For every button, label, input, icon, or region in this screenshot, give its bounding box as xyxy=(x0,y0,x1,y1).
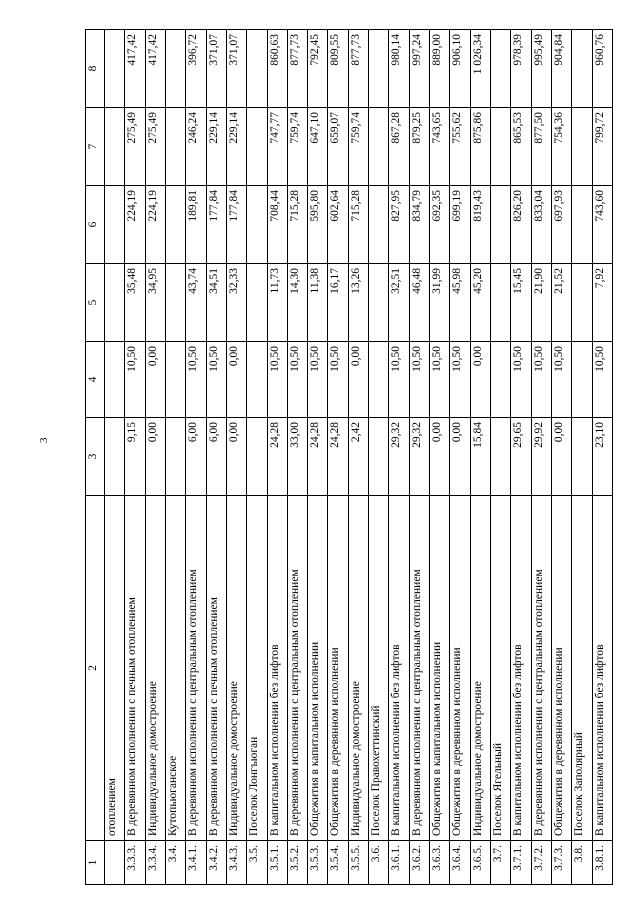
value-col-8 xyxy=(572,30,592,108)
row-code: 3.5.1. xyxy=(267,841,287,885)
value-col-7 xyxy=(490,108,510,186)
row-name: Поселок Лонгъюган xyxy=(247,496,267,841)
value-col-5 xyxy=(247,264,267,342)
table-row xyxy=(165,30,185,885)
value-col-8: 1 026,34 xyxy=(470,30,490,108)
value-col-8 xyxy=(490,30,510,108)
value-col-3: 2,42 xyxy=(348,418,368,496)
value-col-3: 24,28 xyxy=(267,418,287,496)
value-col-3: 0,00 xyxy=(145,418,165,496)
value-col-4: 0,00 xyxy=(470,342,490,418)
table-row xyxy=(308,30,328,885)
value-col-3: 33,00 xyxy=(287,418,307,496)
value-col-3: 29,65 xyxy=(511,418,531,496)
value-col-3: 0,00 xyxy=(226,418,246,496)
row-name: Общежития в капитальном исполнении xyxy=(430,496,450,841)
table-row xyxy=(551,30,571,885)
value-col-5: 32,33 xyxy=(226,264,246,342)
value-col-4: 0,00 xyxy=(226,342,246,418)
column-header-8: 8 xyxy=(86,30,105,108)
row-code: 3.7.3. xyxy=(551,841,571,885)
value-col-3 xyxy=(105,418,125,496)
row-name: Индивидуальное домостроение xyxy=(348,496,368,841)
value-col-7: 229,14 xyxy=(206,108,226,186)
value-col-7 xyxy=(369,108,389,186)
value-col-8 xyxy=(105,30,125,108)
row-name: В деревянном исполнении с печным отоплением xyxy=(206,496,226,841)
row-name: В капитальном исполнении без лифтов xyxy=(592,496,613,841)
value-col-3: 15,84 xyxy=(470,418,490,496)
table-row xyxy=(389,30,409,885)
value-col-5: 32,51 xyxy=(389,264,409,342)
value-col-7: 867,28 xyxy=(389,108,409,186)
value-col-8: 371,07 xyxy=(226,30,246,108)
value-col-5: 16,17 xyxy=(328,264,348,342)
value-col-5: 45,98 xyxy=(450,264,470,342)
value-col-7: 647,10 xyxy=(308,108,328,186)
value-col-8 xyxy=(165,30,185,108)
row-code: 3.8. xyxy=(572,841,592,885)
row-code: 3.3.4. xyxy=(145,841,165,885)
value-col-3: 9,15 xyxy=(125,418,145,496)
value-col-7: 275,49 xyxy=(125,108,145,186)
value-col-5 xyxy=(369,264,389,342)
table-row xyxy=(572,30,592,885)
value-col-8: 960,76 xyxy=(592,30,613,108)
value-col-8: 889,00 xyxy=(430,30,450,108)
value-col-6 xyxy=(572,186,592,264)
value-col-4 xyxy=(572,342,592,418)
row-code: 3.6. xyxy=(369,841,389,885)
value-col-6: 834,79 xyxy=(409,186,429,264)
value-col-5 xyxy=(105,264,125,342)
value-col-7: 877,50 xyxy=(531,108,551,186)
value-col-3: 24,28 xyxy=(308,418,328,496)
column-header-1: 1 xyxy=(86,841,105,885)
row-code: 3.4.3. xyxy=(226,841,246,885)
value-col-7: 879,25 xyxy=(409,108,429,186)
row-name: В деревянном исполнении с центральным отоплением xyxy=(186,496,206,841)
value-col-5 xyxy=(490,264,510,342)
value-col-7: 759,74 xyxy=(348,108,368,186)
value-col-6 xyxy=(369,186,389,264)
value-col-6 xyxy=(247,186,267,264)
value-col-5: 46,48 xyxy=(409,264,429,342)
row-name: Поселок Заполярный xyxy=(572,496,592,841)
table-row xyxy=(145,30,165,885)
value-col-6: 827,95 xyxy=(389,186,409,264)
value-col-5: 21,52 xyxy=(551,264,571,342)
table-row xyxy=(592,30,613,885)
row-code: 3.5.2. xyxy=(287,841,307,885)
value-col-6: 715,28 xyxy=(287,186,307,264)
value-col-3: 0,00 xyxy=(551,418,571,496)
row-name: В капитальном исполнении без лифтов xyxy=(389,496,409,841)
table-row xyxy=(511,30,531,885)
value-col-6: 224,19 xyxy=(125,186,145,264)
row-name: Индивидуальное домостроение xyxy=(145,496,165,841)
row-name: В капитальном исполнении без лифтов xyxy=(267,496,287,841)
value-col-4: 10,50 xyxy=(287,342,307,418)
value-col-6 xyxy=(105,186,125,264)
row-code: 3.5. xyxy=(247,841,267,885)
column-header-7: 7 xyxy=(86,108,105,186)
row-code: 3.6.3. xyxy=(430,841,450,885)
value-col-6: 833,04 xyxy=(531,186,551,264)
value-col-6: 743,60 xyxy=(592,186,613,264)
value-col-3 xyxy=(490,418,510,496)
value-col-4: 10,50 xyxy=(409,342,429,418)
row-code: 3.4.2. xyxy=(206,841,226,885)
value-col-7: 246,24 xyxy=(186,108,206,186)
value-col-8: 995,49 xyxy=(531,30,551,108)
row-code: 3.5.5. xyxy=(348,841,368,885)
row-name: Общежития в деревянном исполнении xyxy=(450,496,470,841)
value-col-4: 10,50 xyxy=(308,342,328,418)
row-code: 3.4. xyxy=(165,841,185,885)
row-code: 3.5.4. xyxy=(328,841,348,885)
value-col-3 xyxy=(572,418,592,496)
value-col-5: 11,38 xyxy=(308,264,328,342)
table-row xyxy=(430,30,450,885)
value-col-7: 754,36 xyxy=(551,108,571,186)
row-name: В деревянном исполнении с печным отоплением xyxy=(125,496,145,841)
table-row xyxy=(287,30,307,885)
value-col-7: 865,53 xyxy=(511,108,531,186)
value-col-7: 743,65 xyxy=(430,108,450,186)
value-col-6: 177,84 xyxy=(226,186,246,264)
value-col-7 xyxy=(247,108,267,186)
table-row xyxy=(369,30,389,885)
value-col-3: 23,10 xyxy=(592,418,613,496)
value-col-5: 31,99 xyxy=(430,264,450,342)
value-col-5 xyxy=(572,264,592,342)
table-row xyxy=(226,30,246,885)
value-col-4 xyxy=(369,342,389,418)
value-col-4: 10,50 xyxy=(551,342,571,418)
row-name: Поселок Правохеттинский xyxy=(369,496,389,841)
value-col-4 xyxy=(165,342,185,418)
value-col-6: 177,84 xyxy=(206,186,226,264)
value-col-5: 43,74 xyxy=(186,264,206,342)
value-col-4: 0,00 xyxy=(145,342,165,418)
value-col-4: 10,50 xyxy=(267,342,287,418)
value-col-3: 6,00 xyxy=(186,418,206,496)
table-row xyxy=(470,30,490,885)
value-col-8: 396,72 xyxy=(186,30,206,108)
value-col-8: 417,42 xyxy=(125,30,145,108)
table-row xyxy=(247,30,267,885)
value-col-6: 715,28 xyxy=(348,186,368,264)
row-code: 3.6.5. xyxy=(470,841,490,885)
table-row xyxy=(206,30,226,885)
row-name: В деревянном исполнении с центральным отоплением xyxy=(531,496,551,841)
row-name: Кутопьюганское xyxy=(165,496,185,841)
row-name: Индивидуальное домостроение xyxy=(470,496,490,841)
value-col-4: 10,50 xyxy=(125,342,145,418)
table-body xyxy=(105,30,613,885)
row-code: 3.6.1. xyxy=(389,841,409,885)
row-code: 3.7.2. xyxy=(531,841,551,885)
column-header-5: 5 xyxy=(86,264,105,342)
value-col-3: 0,00 xyxy=(430,418,450,496)
value-col-8: 860,63 xyxy=(267,30,287,108)
row-name: Индивидуальное домостроение xyxy=(226,496,246,841)
value-col-8: 809,55 xyxy=(328,30,348,108)
table-row xyxy=(125,30,145,885)
value-col-8: 417,42 xyxy=(145,30,165,108)
value-col-5: 11,73 xyxy=(267,264,287,342)
value-col-7: 659,07 xyxy=(328,108,348,186)
value-col-3 xyxy=(369,418,389,496)
value-col-4: 10,50 xyxy=(450,342,470,418)
value-col-6: 224,19 xyxy=(145,186,165,264)
row-code: 3.4.1. xyxy=(186,841,206,885)
row-name: Поселок Ягельный xyxy=(490,496,510,841)
row-code: 3.3.3. xyxy=(125,841,145,885)
value-col-7: 275,49 xyxy=(145,108,165,186)
table-row xyxy=(348,30,368,885)
value-col-4 xyxy=(247,342,267,418)
value-col-4: 10,50 xyxy=(592,342,613,418)
value-col-8 xyxy=(247,30,267,108)
value-col-3: 24,28 xyxy=(328,418,348,496)
value-col-5: 14,30 xyxy=(287,264,307,342)
value-col-6: 595,80 xyxy=(308,186,328,264)
value-col-8: 371,07 xyxy=(206,30,226,108)
value-col-4: 0,00 xyxy=(348,342,368,418)
value-col-4: 10,50 xyxy=(430,342,450,418)
value-col-3 xyxy=(165,418,185,496)
table-row xyxy=(450,30,470,885)
value-col-8 xyxy=(369,30,389,108)
column-header-3: 3 xyxy=(86,418,105,496)
row-name: Общежития в деревянном исполнении xyxy=(551,496,571,841)
value-col-3: 29,32 xyxy=(409,418,429,496)
header-row xyxy=(86,30,105,885)
value-col-4: 10,50 xyxy=(389,342,409,418)
value-col-8: 877,73 xyxy=(287,30,307,108)
value-col-8: 904,84 xyxy=(551,30,571,108)
row-code: 3.8.1. xyxy=(592,841,613,885)
value-col-6: 826,20 xyxy=(511,186,531,264)
row-name: Общежития в деревянном исполнении xyxy=(328,496,348,841)
value-col-4: 10,50 xyxy=(186,342,206,418)
row-name: В деревянном исполнении с центральным отоплением xyxy=(409,496,429,841)
value-col-5: 7,92 xyxy=(592,264,613,342)
row-name: отоплением xyxy=(105,496,125,841)
value-col-7: 747,77 xyxy=(267,108,287,186)
value-col-7 xyxy=(572,108,592,186)
value-col-3: 0,00 xyxy=(450,418,470,496)
value-col-5: 15,45 xyxy=(511,264,531,342)
value-col-6: 602,64 xyxy=(328,186,348,264)
value-col-8: 906,10 xyxy=(450,30,470,108)
value-col-4: 10,50 xyxy=(328,342,348,418)
value-col-6: 692,35 xyxy=(430,186,450,264)
value-col-7: 875,86 xyxy=(470,108,490,186)
value-col-5: 34,95 xyxy=(145,264,165,342)
row-code: 3.7.1. xyxy=(511,841,531,885)
column-header-2: 2 xyxy=(86,496,105,841)
row-name: В деревянном исполнении с центральным отоплением xyxy=(287,496,307,841)
value-col-5: 21,90 xyxy=(531,264,551,342)
value-col-5: 13,26 xyxy=(348,264,368,342)
value-col-5 xyxy=(165,264,185,342)
value-col-6: 697,93 xyxy=(551,186,571,264)
table-row xyxy=(105,30,125,885)
row-code xyxy=(105,841,125,885)
value-col-5: 45,20 xyxy=(470,264,490,342)
table-row xyxy=(490,30,510,885)
table-row xyxy=(186,30,206,885)
value-col-7: 755,62 xyxy=(450,108,470,186)
value-col-8: 978,39 xyxy=(511,30,531,108)
value-col-3: 29,92 xyxy=(531,418,551,496)
value-col-8: 877,73 xyxy=(348,30,368,108)
column-header-4: 4 xyxy=(86,342,105,418)
value-col-4: 10,50 xyxy=(511,342,531,418)
row-code: 3.6.4. xyxy=(450,841,470,885)
value-col-7 xyxy=(165,108,185,186)
value-col-4: 10,50 xyxy=(206,342,226,418)
value-col-4: 10,50 xyxy=(531,342,551,418)
value-col-7 xyxy=(105,108,125,186)
table-row xyxy=(409,30,429,885)
value-col-7: 759,74 xyxy=(287,108,307,186)
value-col-8: 997,24 xyxy=(409,30,429,108)
row-code: 3.5.3. xyxy=(308,841,328,885)
row-code: 3.7. xyxy=(490,841,510,885)
value-col-6: 699,19 xyxy=(450,186,470,264)
value-col-7: 799,72 xyxy=(592,108,613,186)
value-col-3 xyxy=(247,418,267,496)
table-row xyxy=(267,30,287,885)
value-col-3: 6,00 xyxy=(206,418,226,496)
row-name: В капитальном исполнении без лифтов xyxy=(511,496,531,841)
tariff-table xyxy=(85,29,613,885)
value-col-3: 29,32 xyxy=(389,418,409,496)
value-col-8: 792,45 xyxy=(308,30,328,108)
value-col-4 xyxy=(105,342,125,418)
value-col-6 xyxy=(490,186,510,264)
table-row xyxy=(328,30,348,885)
value-col-6: 708,44 xyxy=(267,186,287,264)
value-col-6: 819,43 xyxy=(470,186,490,264)
value-col-7: 229,14 xyxy=(226,108,246,186)
row-name: Общежития в капитальном исполнении xyxy=(308,496,328,841)
value-col-4 xyxy=(490,342,510,418)
value-col-5: 34,51 xyxy=(206,264,226,342)
value-col-6 xyxy=(165,186,185,264)
value-col-5: 35,48 xyxy=(125,264,145,342)
table-row xyxy=(531,30,551,885)
column-header-6: 6 xyxy=(86,186,105,264)
value-col-6: 189,81 xyxy=(186,186,206,264)
rotated-table-container xyxy=(85,30,613,885)
page-number: 3 xyxy=(38,437,50,443)
row-code: 3.6.2. xyxy=(409,841,429,885)
value-col-8: 980,14 xyxy=(389,30,409,108)
